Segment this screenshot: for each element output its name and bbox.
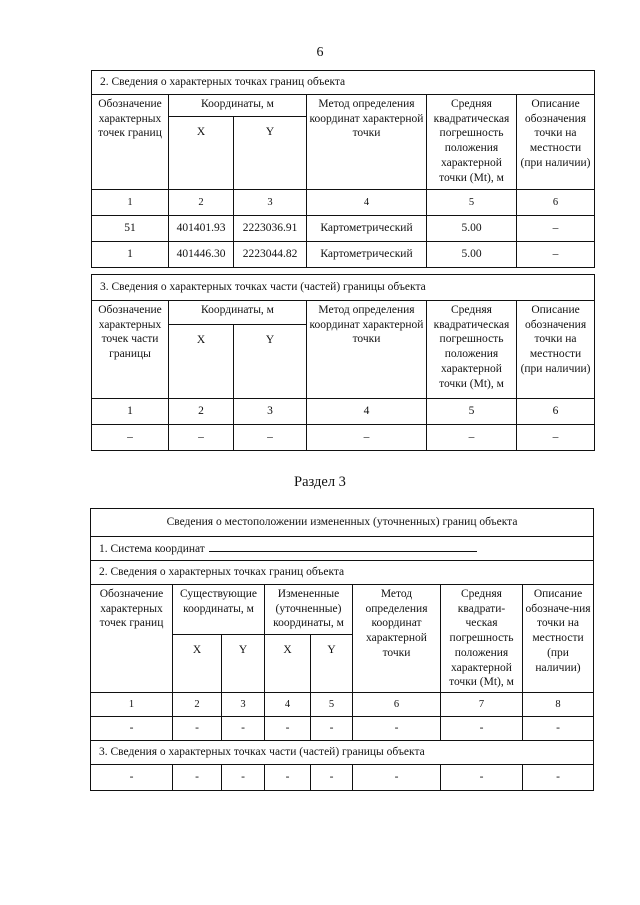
header-point: Обозначение характерных точек границ [92,95,169,190]
header-method: Метод определения координат характерной точки [353,585,441,693]
header-y: Y [234,325,307,399]
col-number: 4 [307,399,427,425]
header-error: Средняя квадратическая погрешность положения характерной точки (Mt), м [427,95,517,190]
cell-point: - [91,717,173,741]
cell-error: – [427,425,517,451]
col-number: 1 [92,399,169,425]
col-number: 5 [427,399,517,425]
table-row [91,765,594,791]
col-number: 3 [234,399,307,425]
cell-error: 5.00 [427,242,517,268]
coordinate-system-label: 1. Система координат [99,542,205,555]
cell-changed-x: - [265,765,311,791]
cell-x: 401446.30 [169,242,234,268]
cell-y: – [234,425,307,451]
cell-point: – [92,425,169,451]
table-row [92,242,595,268]
cell-method: – [307,425,427,451]
cell-changed-y: - [311,717,353,741]
cell-method: Картометрический [307,216,427,242]
header-y: Y [234,117,307,190]
header-coordinates: Координаты, м [169,95,307,117]
boundary-points-table [91,70,595,268]
header-method: Метод определения координат характерной точки [307,95,427,190]
table-row [92,425,595,451]
cell-point: 51 [92,216,169,242]
cell-description: – [517,425,595,451]
cell-y: 2223036.91 [234,216,307,242]
cell-point: - [91,765,173,791]
cell-error: - [441,717,523,741]
cell-point: 1 [92,242,169,268]
part-boundary-points-table [91,274,595,451]
cell-description: – [517,216,595,242]
cell-description: - [523,765,594,791]
col-number: 5 [311,693,353,717]
coordinate-system-blank [209,541,477,552]
header-x: X [173,635,222,693]
header-coordinates: Координаты, м [169,301,307,325]
cell-error: - [441,765,523,791]
cell-y: 2223044.82 [234,242,307,268]
table-caption: 2. Сведения о характерных точках границ объекта [92,71,595,95]
cell-changed-x: - [265,717,311,741]
page-number: 6 [316,45,324,60]
col-number: 3 [222,693,265,717]
table-title: Сведения о местоположении измененных (уточненных) границ объекта [91,509,594,537]
cell-existing-x: - [173,717,222,741]
cell-changed-y: - [311,765,353,791]
cell-description: - [523,717,594,741]
header-changed-coordinates: Измененные (уточненные) координаты, м [265,585,353,635]
col-number: 1 [92,190,169,216]
table-caption: 3. Сведения о характерных точках части (частей) границы объекта [91,741,594,765]
col-number: 5 [427,190,517,216]
col-number: 6 [517,190,595,216]
col-number: 2 [169,190,234,216]
section-title: Раздел 3 [294,474,346,490]
col-number: 6 [353,693,441,717]
header-y: Y [311,635,353,693]
table-row [92,216,595,242]
header-point: Обозначение характерных точек границ [91,585,173,693]
cell-description: – [517,242,595,268]
col-number: 2 [173,693,222,717]
col-number: 7 [441,693,523,717]
cell-method: - [353,717,441,741]
cell-x: 401401.93 [169,216,234,242]
header-existing-coordinates: Существующие координаты, м [173,585,265,635]
cell-existing-y: - [222,717,265,741]
header-description: Описание обозначе-ния точки на местности (при наличии) [523,585,594,693]
col-number: 1 [91,693,173,717]
col-number: 8 [523,693,594,717]
coordinate-system-row [91,537,594,561]
header-method: Метод определения координат характерной точки [307,301,427,399]
header-y: Y [222,635,265,693]
cell-existing-y: - [222,765,265,791]
col-number: 3 [234,190,307,216]
cell-error: 5.00 [427,216,517,242]
col-number: 4 [307,190,427,216]
header-point: Обозначение характерных точек части границы [92,301,169,399]
col-number: 6 [517,399,595,425]
header-error: Средняя квадрати-ческая погрешность положения характерной точки (Mt), м [441,585,523,693]
cell-existing-x: - [173,765,222,791]
col-number: 4 [265,693,311,717]
cell-method: - [353,765,441,791]
header-error: Средняя квадратическая погрешность положения характерной точки (Mt), м [427,301,517,399]
header-description: Описание обозначения точки на местности (при наличии) [517,95,595,190]
header-x: X [265,635,311,693]
changed-boundaries-table [90,508,594,791]
header-x: X [169,117,234,190]
table-caption: 2. Сведения о характерных точках границ объекта [91,561,594,585]
table-row [91,717,594,741]
cell-x: – [169,425,234,451]
col-number: 2 [169,399,234,425]
header-description: Описание обозначения точки на местности (при наличии) [517,301,595,399]
cell-method: Картометрический [307,242,427,268]
table-caption: 3. Сведения о характерных точках части (частей) границы объекта [92,275,595,301]
header-x: X [169,325,234,399]
